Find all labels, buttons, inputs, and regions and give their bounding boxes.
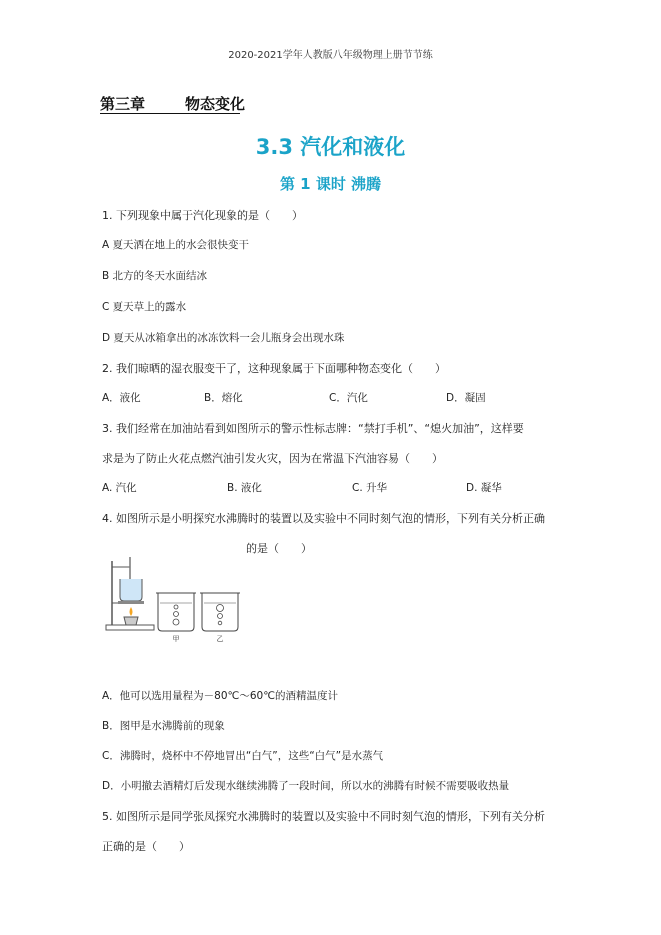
question-2-option-a: A．液化: [102, 392, 141, 404]
question-4-option-c: C．沸腾时，烧杯中不停地冒出“白气”，这些“白气”是水蒸气: [102, 750, 384, 762]
question-5-stem-line-1: 5. 如图所示是同学张凤探究水沸腾时的装置以及实验中不同时刻气泡的情形，下列有关分析: [102, 810, 545, 823]
question-1-stem: 1. 下列现象中属于汽化现象的是（ ）: [102, 209, 303, 222]
question-3-stem-line-1: 3. 我们经常在加油站看到如图所示的警示性标志牌：“禁打手机”、“熄火加油”，这样要: [102, 422, 524, 435]
boiling-apparatus-figure: [104, 553, 254, 643]
question-3-option-d: D. 凝华: [466, 482, 502, 494]
page-header: 2020-2021学年人教版八年级物理上册节节练: [228, 50, 433, 61]
question-2-option-c: C．汽化: [329, 392, 368, 404]
lesson-title: 第 1 课时 沸腾: [279, 175, 382, 193]
question-2-stem: 2. 我们晾晒的湿衣服变干了，这种现象属于下面哪种物态变化（ ）: [102, 362, 446, 375]
question-3-option-a: A. 汽化: [102, 482, 137, 494]
stand-beaker: [120, 579, 142, 601]
beaker-b: [202, 593, 238, 631]
question-3-option-c: C. 升华: [352, 482, 388, 494]
question-1-option-a: A 夏天洒在地上的水会很快变干: [102, 239, 250, 251]
question-3-option-b: B. 液化: [227, 482, 262, 494]
question-4-option-d: D．小明撤去酒精灯后发现水继续沸腾了一段时间，所以水的沸腾有时候不需要吸收热量: [102, 780, 510, 792]
section-title: 3.3 汽化和液化: [255, 135, 406, 159]
chapter-name: 物态变化: [185, 95, 246, 113]
question-2-option-d: D．凝固: [446, 392, 486, 404]
stand-base: [106, 625, 154, 630]
chapter-heading: [100, 93, 245, 114]
question-1-option-c: C 夏天草上的露水: [102, 301, 187, 313]
question-4-stem-line-2: 的是（ ）: [246, 542, 312, 555]
figure-label-b: 乙: [216, 635, 224, 643]
question-1-option-b: B 北方的冬天水面结冰: [102, 270, 208, 282]
figure-label-a: 甲: [172, 635, 180, 643]
question-1-option-d: D 夏天从冰箱拿出的冰冻饮料一会儿瓶身会出现水珠: [102, 332, 345, 344]
question-4-option-b: B．图甲是水沸腾前的现象: [102, 720, 225, 732]
question-3-stem-line-2: 求是为了防止火花点燃汽油引发火灾，因为在常温下汽油容易（ ）: [102, 452, 443, 465]
question-5-stem-line-2: 正确的是（ ）: [102, 840, 190, 853]
flame: [130, 607, 133, 616]
chapter-underline: [100, 113, 240, 114]
chapter-number: 第三章: [100, 95, 146, 113]
question-4-option-a: A．他可以选用量程为－80℃～60℃的酒精温度计: [102, 690, 338, 702]
question-2-option-b: B．熔化: [204, 392, 243, 404]
alcohol-lamp: [124, 617, 138, 625]
question-4-stem-line-1: 4. 如图所示是小明探究水沸腾时的装置以及实验中不同时刻气泡的情形，下列有关分析正确: [102, 512, 545, 525]
wire-gauze: [118, 601, 144, 604]
